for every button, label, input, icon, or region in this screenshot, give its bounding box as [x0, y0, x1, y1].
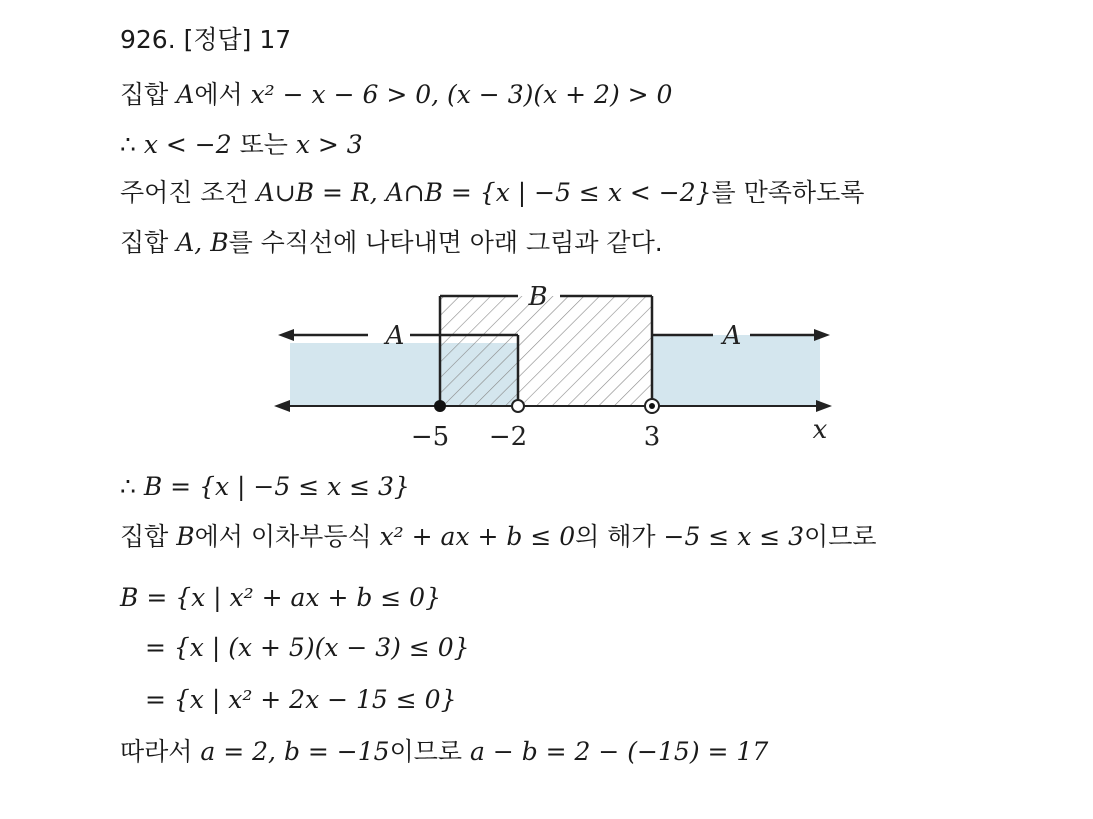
text: 주어진 조건 [120, 178, 257, 207]
text: 를 만족하도록 [711, 178, 865, 207]
set-b-label: B [528, 283, 548, 312]
text: 집합 [120, 228, 177, 257]
line-numberline-intro [120, 228, 663, 258]
set-a-left-label: A [385, 321, 405, 351]
line-b-factored [145, 633, 470, 663]
therefore-symbol: ∴ [120, 130, 144, 159]
set-a-right-label: A [722, 321, 742, 351]
point-minus-5-closed [434, 400, 446, 412]
math: a = 2, b = −15 [200, 737, 390, 766]
line-set-a-inequality [120, 80, 672, 110]
axis-left-arrowhead [274, 400, 290, 412]
text: 를 수직선에 나타내면 아래 그림과 같다. [228, 228, 663, 257]
tick-label-minus-5: −5 [410, 422, 450, 452]
point-minus-2-open [512, 400, 524, 412]
text: 따라서 [120, 737, 201, 766]
text: 이므로 [804, 522, 877, 551]
math: = {x | (x + 5)(x − 3) ≤ 0} [145, 633, 470, 662]
math: a − b = 2 − (−15) = 17 [469, 737, 769, 766]
point-3-inner [649, 403, 655, 409]
number-line-figure [270, 283, 840, 458]
math: A, B [176, 228, 229, 257]
axis-right-arrowhead [816, 400, 832, 412]
math: x < −2 [143, 130, 232, 159]
set-b-region [440, 296, 652, 406]
line-given-condition [120, 178, 864, 208]
text: 집합 [120, 522, 177, 551]
line-b-expanded [145, 685, 457, 715]
math: x² + ax + b ≤ 0 [379, 522, 576, 551]
math: −5 ≤ x ≤ 3 [663, 522, 805, 551]
math: A∪B = R, A∩B = {x | −5 ≤ x < −2} [256, 178, 712, 207]
tick-label-minus-2: −2 [488, 422, 528, 452]
math: B = {x | x² + ax + b ≤ 0} [120, 583, 441, 612]
text: 집합 [120, 80, 177, 109]
text: 에서 이차부등식 [194, 522, 380, 551]
answer-header-text: 926. [정답] 17 [120, 25, 292, 54]
line-set-a-solution [120, 130, 363, 160]
line-quadratic-condition [120, 522, 877, 552]
math: x > 3 [295, 130, 363, 159]
math: B = {x | −5 ≤ x ≤ 3} [143, 472, 410, 501]
therefore-symbol: ∴ [120, 472, 144, 501]
text: 에서 [194, 80, 251, 109]
line-final-answer [120, 737, 768, 767]
set-a-right-arrowhead [814, 329, 830, 341]
answer-header [120, 25, 291, 55]
text: 이므로 [389, 737, 470, 766]
text: 또는 [231, 130, 296, 159]
text: 의 해가 [575, 522, 664, 551]
line-b-definition [120, 583, 441, 613]
math: B [176, 522, 195, 551]
axis-variable-label: x [812, 415, 828, 445]
math: = {x | x² + 2x − 15 ≤ 0} [145, 685, 457, 714]
line-set-b-result [120, 472, 410, 502]
tick-label-3: 3 [643, 422, 661, 452]
set-a-left-arrowhead [278, 329, 294, 341]
math: A [176, 80, 195, 109]
math: x² − x − 6 > 0, (x − 3)(x + 2) > 0 [250, 80, 673, 109]
